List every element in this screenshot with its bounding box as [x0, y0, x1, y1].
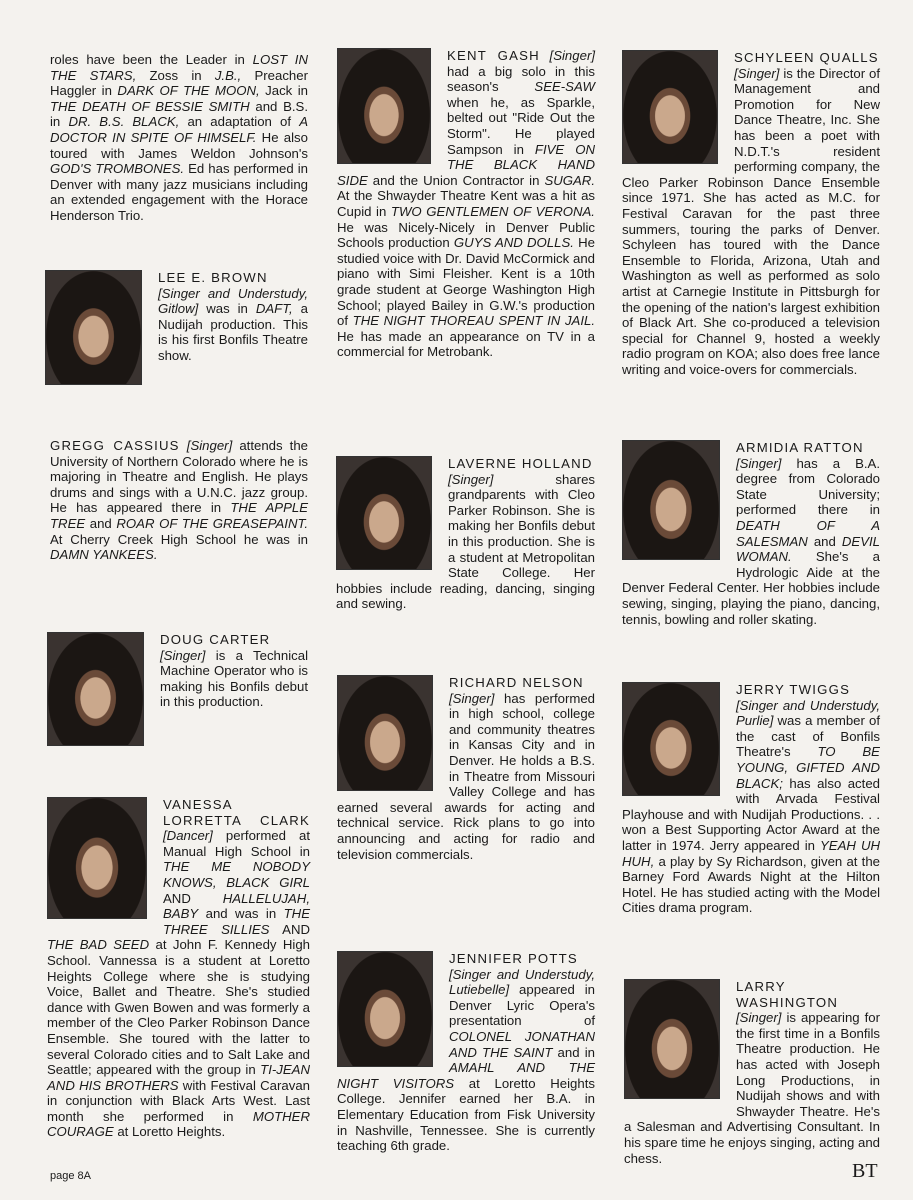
bio-role: [Singer]	[736, 455, 782, 471]
bio-name: KENT GASH	[447, 48, 540, 63]
bio-schyleen: SCHYLEEN QUALLS [Singer] is the Director of Management and Promotion for New Dance Theatre, Inc. She has been a poet with N.D.T.'s resident performing company, the Cleo Parker Robinson Dance Ensemble since 1971. She has acted as M.C. for Festival Caravan for the past three summers, touring the parks of Denver. Schyleen has toured with the Dance Ensemble to Florida, Arizona, Utah and Washington as well as performed as solo artist at Carnegie Institute in Pittsburgh for the opening of the nation's largest exhibition of Black Art. She co-produced a television special for Channel 9, hosted a weekly radio program on KOA; also does free lance writing and voice-overs for commercials.	[622, 50, 880, 377]
bio-larry: LARRY WASHINGTON [Singer] is appearing for the first time in a Bonfils Theatre production. He has acted with Joseph Long Productions, in Nudijah shows and with Shwayder Theatre. He's a Salesman and Advertising Consultant. In his spare time he enjoys singing, acting and chess.	[624, 979, 880, 1166]
bio-role: [Singer]	[448, 471, 494, 487]
portrait-photo	[47, 797, 147, 919]
portrait-photo	[622, 440, 720, 560]
bio-name: GREGG CASSIUS	[50, 438, 180, 453]
bio-armidia: ARMIDIA RATTON [Singer] has a B.A. degree from Colorado State University; performed there in DEATH OF A SALESMAN and DEVIL WOMAN. She's a Hydrologic Aide at the Denver Federal Center. Her hobbies include sewing, singing, playing the piano, dancing, tennis, bowling and roller skating.	[622, 440, 880, 627]
bio-jennifer: JENNIFER POTTS [Singer and Understudy, Lutiebelle] appeared in Denver Lyric Opera's presentation of COLONEL JONATHAN AND THE SAINT and in AMAHL AND THE NIGHT VISITORS at Loretto Heights College. Jennifer earned her B.A. in Elementary Education from Fisk University in Nashville, Tennessee. She is currently teaching 6th grade.	[337, 951, 595, 1154]
portrait-photo	[337, 951, 433, 1067]
bio-vanessa: VANESSA LORRETTA CLARK [Dancer] performed at Manual High School in THE ME NOBODY KNOWS, BLACK GIRL AND HALLELUJAH, BABY and was in THE THREE SILLIES AND THE BAD SEED at John F. Kennedy High School. Vannessa is a student at Loretto Heights College where she is studying Voice, Ballet and Theatre. She's studied dance with Gwen Bowen and was formerly a member of the Cleo Parker Robinson Dance Ensemble. She toured with the latter to several Colorado cities and to Salt Lake and Seattle; appeared with the group in TI-JEAN AND HIS BROTHERS with Festival Caravan in conjunction with Black Arts West. Last month she performed in MOTHER COURAGE at Loretto Heights.	[47, 797, 310, 1140]
bio-role: [Singer and Understudy, Gitlow]	[158, 285, 308, 317]
bio-gregg: GREGG CASSIUS [Singer] attends the University of Northern Colorado where he is majoring in Theatre and English. He plays drums and sings with a U.N.C. jazz group. He has appeared there in THE APPLE TREE and ROAR OF THE GREASEPAINT. At Cherry Creek High School he was in DAMN YANKEES.	[50, 438, 308, 563]
bio-name: LARRY WASHINGTON	[736, 979, 839, 1010]
bio-kent: KENT GASH [Singer] had a big solo in this season's SEE-SAW when he, as Sparkle, belted out "Ride Out the Storm". He played Sampson in FIVE ON THE BLACK HAND SIDE and the Union Contractor in SUGAR. At the Shwayder Theatre Kent was a hit as Cupid in TWO GENTLEMEN OF VERONA. He was Nicely-Nicely in Denver Public Schools production GUYS AND DOLLS. He studied voice with Dr. David McCormick and piano with Simi Fleisher. Kent is a 10th grade student at George Washington High School; played Bailey in G.W.'s production of THE NIGHT THOREAU SPENT IN JAIL. He has made an appearance on TV in a commercial for Metrobank.	[337, 48, 595, 360]
bio-name: JENNIFER POTTS	[449, 951, 578, 966]
bio-jerry: JERRY TWIGGS [Singer and Understudy, Purlie] was a member of the cast of Bonfils Theatre's TO BE YOUNG, GIFTED AND BLACK; has also acted with Arvada Festival Playhouse and with Nudijah Productions. . . won a Best Supporting Actor Award at the latter in 1974. Jerry appeared in YEAH UH HUH, a play by Sy Richardson, given at the Barney Ford Awards Night at the Hilton Hotel. He has studied acting with the Model Cities drama program.	[622, 682, 880, 916]
portrait-photo	[47, 632, 144, 746]
bio-name: SCHYLEEN QUALLS	[734, 50, 879, 65]
bio-role: [Singer and Understudy, Lutiebelle]	[449, 966, 595, 998]
bio-role: [Singer]	[160, 647, 206, 663]
bio-name: VANESSA LORRETTA CLARK	[163, 797, 310, 828]
bio-name: DOUG CARTER	[160, 632, 271, 647]
page-number: page 8A	[50, 1170, 91, 1182]
portrait-photo	[337, 675, 433, 791]
bio-ed: roles have been the Leader in LOST IN THE STARS, Zoss in J.B., Preacher Haggler in DARK OF THE MOON, Jack in THE DEATH OF BESSIE SMITH and B.S. in DR. B.S. BLACK, an adaptation of A DOCTOR IN SPITE OF HIMSELF. He also toured with James Weldon Johnson's GOD'S TROMBONES. Ed has performed in Denver with many jazz musicians including an extended engagement with the Horace Henderson Trio.	[50, 52, 309, 223]
portrait-photo	[336, 456, 432, 570]
portrait-photo	[337, 48, 431, 164]
bio-name: JERRY TWIGGS	[736, 682, 851, 697]
bio-role: [Singer]	[734, 65, 780, 81]
bio-laverne: LAVERNE HOLLAND [Singer] shares grandparents with Cleo Parker Robinson. She is making her Bonfils debut in this production. She is a student at Metropolitan State College. Her hobbies include reading, dancing, singing and sewing.	[336, 456, 595, 612]
bonfils-theatre-logo: BT	[852, 1160, 878, 1182]
bio-richard: RICHARD NELSON [Singer] has performed in high school, college and community theatres in Kansas City and in Denver. He holds a B.S. in Theatre from Missouri Valley College and has earned several awards for acting and technical service. Rick plans to go into announcing and acting for radio and television commercials.	[337, 675, 595, 862]
bio-role: [Singer]	[186, 438, 233, 453]
portrait-photo	[622, 682, 720, 796]
bio-name: LAVERNE HOLLAND	[448, 456, 593, 471]
bio-name: ARMIDIA RATTON	[736, 440, 864, 455]
bio-doug: DOUG CARTER [Singer] is a Technical Machine Operator who is making his Bonfils debut in this production.	[47, 632, 308, 752]
portrait-photo	[45, 270, 142, 385]
bio-role: [Singer]	[449, 690, 495, 706]
bio-role: [Dancer]	[163, 828, 213, 844]
bio-lee: LEE E. BROWN [Singer and Understudy, Gitlow] was in DAFT, a Nudijah production. This is his first Bonfils Theatre show.	[45, 270, 308, 391]
bio-name: RICHARD NELSON	[449, 675, 584, 690]
bio-role: [Singer]	[736, 1010, 782, 1026]
portrait-photo	[622, 50, 718, 164]
portrait-photo	[624, 979, 720, 1099]
bio-role: [Singer and Understudy, Purlie]	[736, 697, 880, 729]
bio-role: [Singer]	[549, 48, 595, 63]
bio-name: LEE E. BROWN	[158, 270, 268, 285]
